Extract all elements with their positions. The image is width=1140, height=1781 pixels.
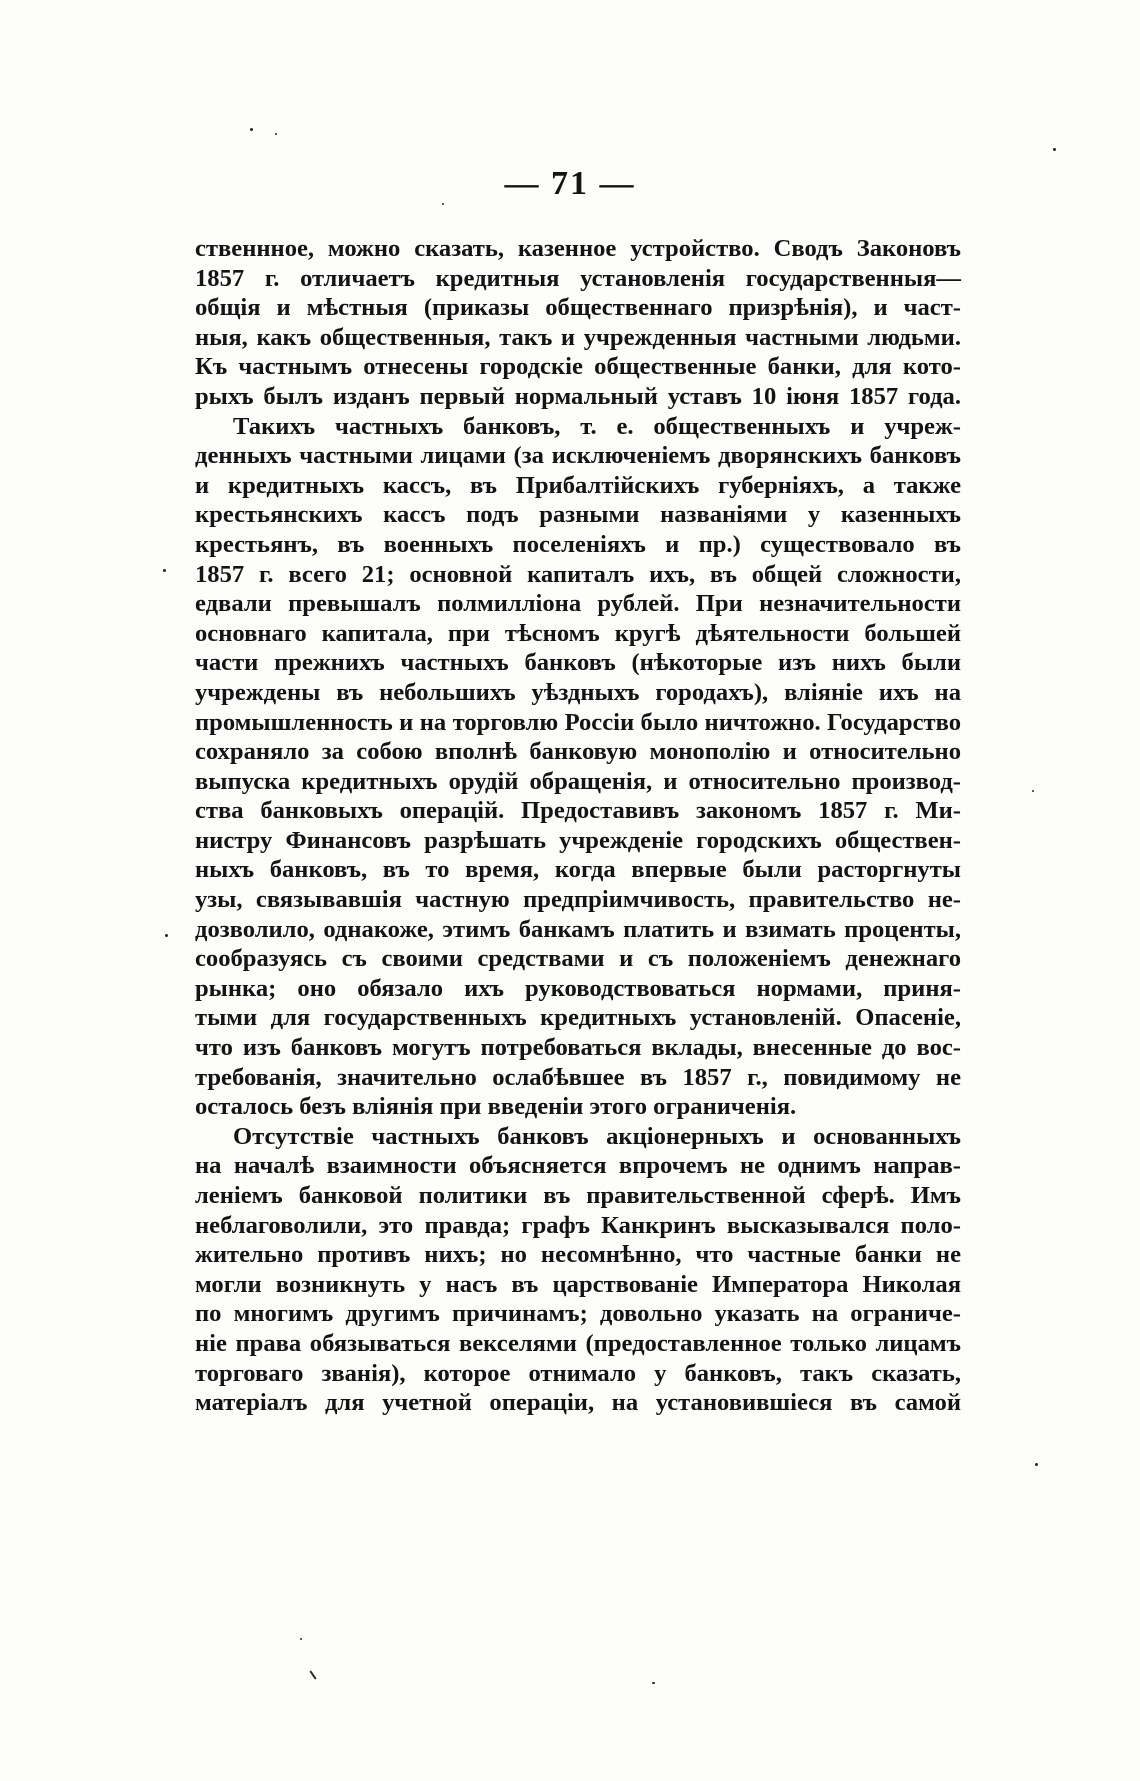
scan-speck xyxy=(309,1670,316,1679)
text-line: ніе права обязываться векселями (предоставленное только лицамъ xyxy=(195,1329,961,1357)
text-line: осталось безъ вліянія при введеніи этого ограниченія. xyxy=(195,1093,797,1121)
scan-speck xyxy=(275,133,277,135)
text-line: рыхъ былъ изданъ первый нормальный уставъ 10 іюня 1857 года. xyxy=(195,382,961,410)
text-line: рынка; оно обязало ихъ руководствоваться нормами, приня- xyxy=(195,974,961,1002)
paragraph-2 xyxy=(195,412,961,1122)
text-line: торговаго званія), которое отнимало у банковъ, такъ сказать, xyxy=(195,1359,961,1387)
text-line: Къ частнымъ отнесены городскіе общественные банки, для кото- xyxy=(195,353,961,381)
text-line: основнаго капитала, при тѣсномъ кругѣ дѣятельности большей xyxy=(195,619,961,647)
text-line: учреждены въ небольшихъ уѣздныхъ городахъ), вліяніе ихъ на xyxy=(195,678,961,706)
scan-speck xyxy=(1032,790,1034,792)
text-line: крестьянскихъ кассъ подъ разными названіями у казенныхъ xyxy=(195,501,961,529)
text-line: матеріалъ для учетной операціи, на установившіеся въ самой xyxy=(195,1389,961,1417)
text-line: леніемъ банковой политики въ правительственной сферѣ. Имъ xyxy=(195,1182,961,1209)
text-line: промышленность и на торговлю Россіи было ничтожно. Государство xyxy=(195,708,961,736)
text-line: Такихъ частныхъ банковъ, т. е. общественныхъ и учреж- xyxy=(233,412,961,440)
text-line: дозволило, однакоже, этимъ банкамъ платить и взимать проценты, xyxy=(195,915,961,943)
paragraph-3 xyxy=(195,1122,961,1418)
text-line: могли возникнуть у насъ въ царствованіе Императора Николая xyxy=(195,1270,961,1298)
text-line: жительно противъ нихъ; но несомнѣнно, что частные банки не xyxy=(195,1241,961,1269)
text-line: ства банковыхъ операцій. Предоставивъ закономъ 1857 г. Ми- xyxy=(195,797,961,825)
text-line: по многимъ другимъ причинамъ; довольно указать на ограниче- xyxy=(195,1300,961,1328)
text-line: выпуска кредитныхъ орудій обращенія, и относительно производ- xyxy=(195,767,961,795)
text-line: узы, связывавшія частную предпріимчивость, правительство не- xyxy=(195,886,961,914)
page-number: — 71 — xyxy=(504,165,636,202)
text-line: 1857 г. отличаетъ кредитныя установленія государственныя— xyxy=(195,264,961,292)
text-line: сохраняло за собою вполнѣ банковую монополію и относительно xyxy=(195,738,961,766)
paragraph-1 xyxy=(195,234,961,412)
scan-speck xyxy=(250,128,253,131)
scan-speck xyxy=(1035,1463,1038,1466)
scan-speck xyxy=(442,203,444,205)
text-line: требованія, значительно ослабѣвшее въ 1857 г., повидимому не xyxy=(195,1063,961,1091)
text-line: денныхъ частными лицами (за исключеніемъ дворянскихъ банковъ xyxy=(195,442,961,470)
text-line: сообразуясь съ своими средствами и съ положеніемъ денежнаго xyxy=(195,945,961,973)
scan-speck xyxy=(1053,148,1056,151)
text-line: Отсутствіе частныхъ банковъ акціонерныхъ и основанныхъ xyxy=(233,1122,961,1150)
text-line: ныхъ банковъ, въ то время, когда впервые были расторгнуты xyxy=(195,856,961,884)
text-line: ственнное, можно сказать, казенное устройство. Сводъ Законовъ xyxy=(195,235,961,262)
text-line: тыми для государственныхъ кредитныхъ установленій. Опасеніе, xyxy=(195,1004,961,1032)
text-line: что изъ банковъ могутъ потребоваться вклады, внесенные до вос- xyxy=(195,1034,961,1062)
scan-speck xyxy=(165,934,168,937)
text-column xyxy=(195,234,961,1418)
scan-speck xyxy=(163,569,166,572)
text-line: едвали превышалъ полмилліона рублей. При незначительности xyxy=(195,590,961,618)
text-line: неблаговолили, это правда; графъ Канкринъ высказывался поло- xyxy=(195,1211,961,1239)
text-line: нистру Финансовъ разрѣшать учрежденіе городскихъ обществен- xyxy=(195,826,961,854)
scan-speck xyxy=(300,1638,302,1640)
text-line: крестьянъ, въ военныхъ поселеніяхъ и пр.) существовало въ xyxy=(195,530,961,558)
text-line: части прежнихъ частныхъ банковъ (нѣкоторые изъ нихъ были xyxy=(195,649,961,677)
text-line: на началѣ взаимности объясняется впрочемъ не однимъ направ- xyxy=(195,1152,961,1180)
text-line: и кредитныхъ кассъ, въ Прибалтійскихъ губерніяхъ, а также xyxy=(195,471,961,499)
text-line: ныя, какъ общественныя, такъ и учрежденныя частными людьми. xyxy=(195,323,961,351)
text-line: общія и мѣстныя (приказы общественнаго призрѣнія), и част- xyxy=(195,294,961,322)
text-line: 1857 г. всего 21; основной капиталъ ихъ, въ общей сложности, xyxy=(195,560,961,588)
scan-speck xyxy=(652,1682,655,1684)
